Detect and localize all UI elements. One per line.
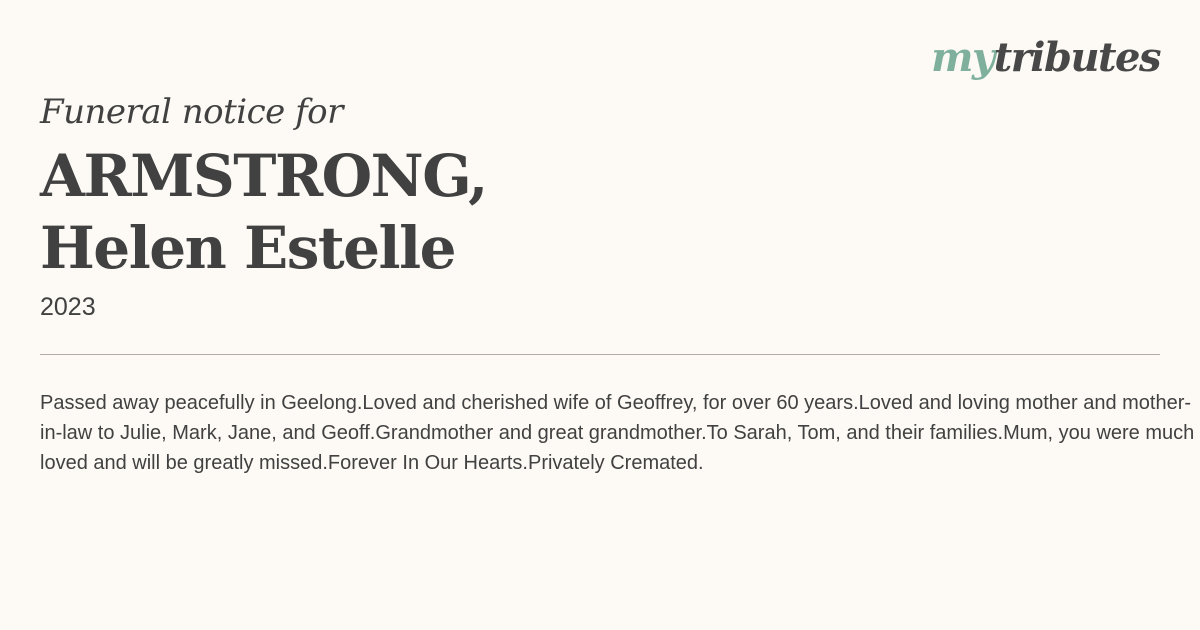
deceased-surname: ARMSTRONG, xyxy=(40,142,487,210)
notice-subtitle: Funeral notice for xyxy=(40,92,343,132)
divider xyxy=(40,354,1160,355)
logo-tributes-text: tributes xyxy=(993,34,1160,81)
logo-my-text: my xyxy=(931,34,994,81)
deceased-name xyxy=(40,140,487,284)
deceased-given-names: Helen Estelle xyxy=(40,214,456,282)
notice-year: 2023 xyxy=(40,293,96,321)
mytributes-logo xyxy=(931,34,1160,82)
notice-message: Passed away peacefully in Geelong.Loved and cherished wife of Geoffrey, for over 60 years.Loved and loving mother and mother-in-law to Julie, Mark, Jane, and Geoff.Grandmother and great grandmother.To Sarah, Tom, and their families.Mum, you were much loved and will be greatly missed.Forever In Our Hearts.Privately Cremated. xyxy=(40,392,1195,474)
